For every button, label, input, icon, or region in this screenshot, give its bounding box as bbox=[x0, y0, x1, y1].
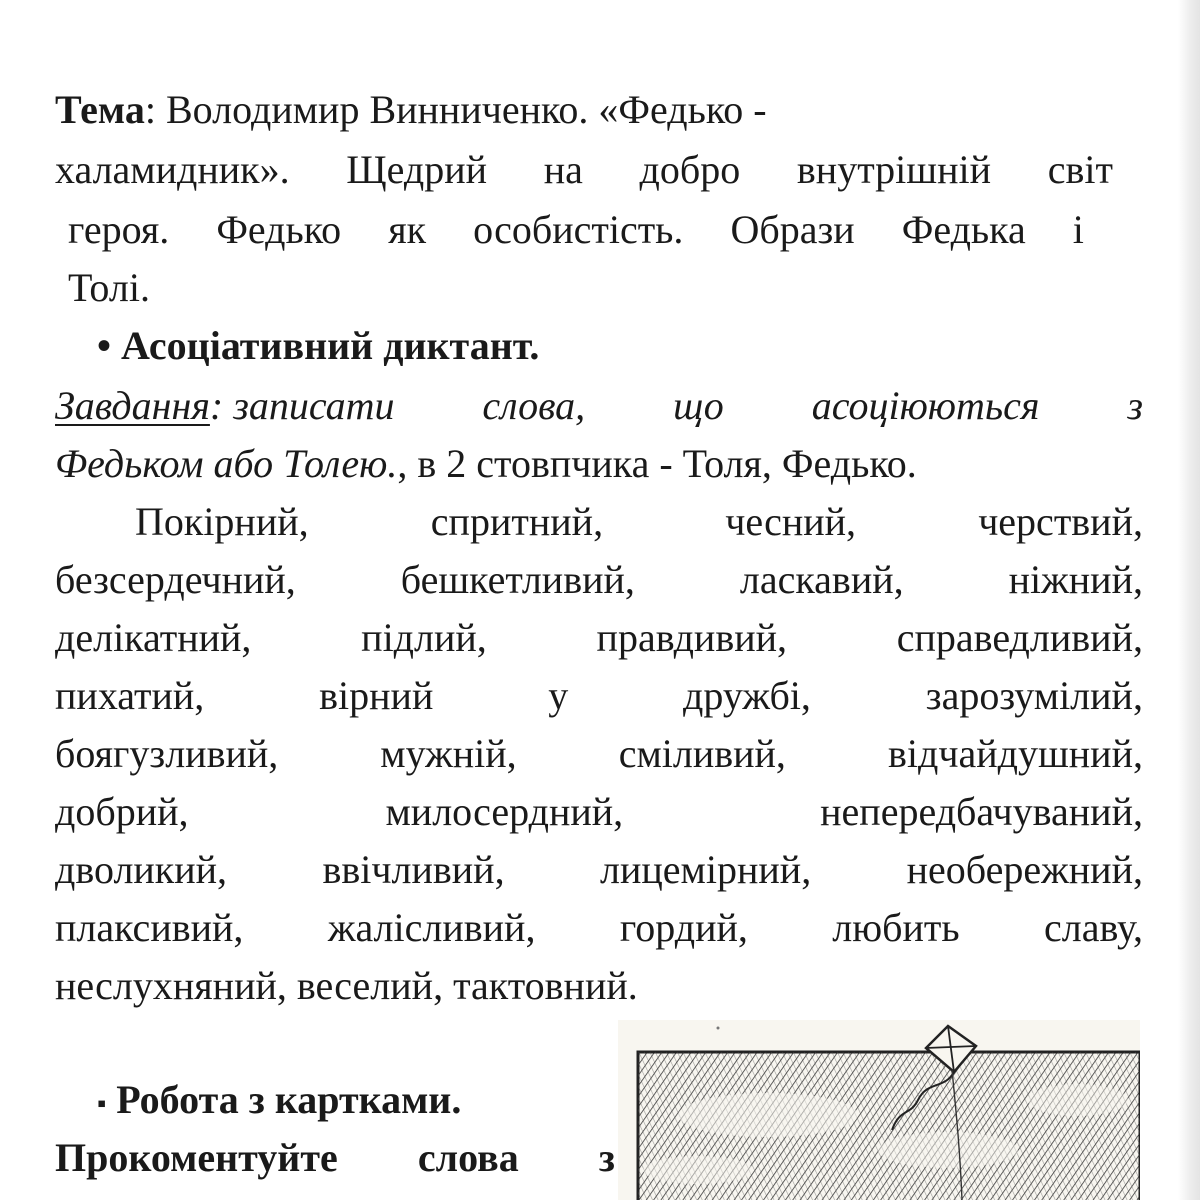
task-word: що bbox=[673, 383, 724, 428]
word: делікатний, bbox=[55, 615, 252, 660]
word: добрий, bbox=[55, 789, 189, 834]
words-line-5 bbox=[55, 730, 1143, 778]
topic-word: як bbox=[388, 207, 427, 252]
word: мужній, bbox=[380, 731, 517, 776]
word: відчайдушний, bbox=[887, 731, 1143, 776]
topic-line-2 bbox=[55, 146, 1113, 194]
word: сміливий, bbox=[618, 731, 786, 776]
word: Покірний, bbox=[135, 499, 309, 544]
words-line-7 bbox=[55, 846, 1143, 894]
words-line-3 bbox=[55, 614, 1143, 662]
task-word: асоціюються bbox=[811, 383, 1040, 428]
words-line-4 bbox=[55, 672, 1143, 720]
word: ласкавий, bbox=[739, 557, 904, 602]
topic-text-4: Толі. bbox=[68, 265, 150, 310]
words-line-8 bbox=[55, 904, 1143, 952]
word: правдивий, bbox=[596, 615, 788, 660]
kite-sketch-icon bbox=[618, 1020, 1140, 1200]
cards-instruction-line bbox=[55, 1134, 615, 1182]
words-line-9 bbox=[55, 962, 638, 1010]
word: у bbox=[548, 673, 569, 718]
topic-line-1 bbox=[55, 86, 767, 134]
word: зарозумілий, bbox=[925, 673, 1143, 718]
word: підлий, bbox=[361, 615, 487, 660]
task-label: Завдання bbox=[55, 383, 210, 428]
word: милосердний, bbox=[385, 789, 624, 834]
topic-line-4 bbox=[68, 264, 150, 312]
topic-label: Тема bbox=[55, 87, 145, 132]
task-word: : записати bbox=[209, 383, 395, 428]
word: необережний, bbox=[906, 847, 1143, 892]
word: Прокоментуйте bbox=[55, 1135, 338, 1180]
words-line-6 bbox=[55, 788, 1143, 836]
task-label-group bbox=[55, 382, 394, 430]
topic-word: особистість. bbox=[473, 207, 684, 252]
square-bullet-icon: ▪ bbox=[97, 1088, 107, 1118]
word: пихатий, bbox=[55, 673, 205, 718]
word: спритний, bbox=[430, 499, 604, 544]
task-line-1 bbox=[55, 382, 1143, 430]
kite-illustration bbox=[618, 1020, 1140, 1200]
word: ніжний, bbox=[1008, 557, 1143, 602]
task-italic-text: Федьком або Толею. bbox=[55, 441, 398, 486]
word: вірний bbox=[319, 673, 434, 718]
word: лицемірний, bbox=[600, 847, 812, 892]
topic-word: героя. bbox=[68, 207, 170, 252]
topic-word: світ bbox=[1047, 147, 1113, 192]
topic-text-1: : Володимир Винниченко. «Федько - bbox=[144, 87, 767, 132]
topic-word: Федько bbox=[216, 207, 342, 252]
words-line-2 bbox=[55, 556, 1143, 604]
cut-off-glyph bbox=[255, 1180, 265, 1200]
section-heading-cards bbox=[97, 1076, 461, 1128]
bullet-icon: • bbox=[97, 323, 112, 368]
word: боягузливий, bbox=[55, 731, 279, 776]
topic-word: і bbox=[1072, 207, 1084, 252]
topic-word: Федька bbox=[901, 207, 1026, 252]
section-heading-associative bbox=[97, 322, 539, 370]
word: непередбачуваний, bbox=[820, 789, 1143, 834]
word: ввічливий, bbox=[322, 847, 505, 892]
topic-word: внутрішній bbox=[796, 147, 992, 192]
word: славу, bbox=[1044, 905, 1143, 950]
word: слова bbox=[417, 1135, 519, 1180]
word: гордий, bbox=[619, 905, 748, 950]
word: безсердечний, bbox=[55, 557, 296, 602]
topic-word: Образи bbox=[730, 207, 855, 252]
page-edge-shadow bbox=[1178, 0, 1200, 1200]
word: справедливий, bbox=[896, 615, 1143, 660]
word: бешкетливий, bbox=[400, 557, 635, 602]
topic-word: Щедрий bbox=[346, 147, 488, 192]
words-line-1 bbox=[135, 498, 1143, 546]
word: любить bbox=[832, 905, 960, 950]
task-word: слова, bbox=[482, 383, 586, 428]
word: плаксивий, bbox=[55, 905, 244, 950]
word: дружбі, bbox=[683, 673, 811, 718]
task-rest-text: , в 2 стовпчика - Толя, Федько. bbox=[397, 441, 917, 486]
task-line-2 bbox=[55, 440, 917, 488]
topic-word: халамидник». bbox=[55, 147, 290, 192]
section-heading-text: Асоціативний диктант. bbox=[121, 323, 540, 368]
word: черствий, bbox=[978, 499, 1143, 544]
word: жалісливий, bbox=[327, 905, 536, 950]
topic-word: на bbox=[543, 147, 583, 192]
topic-line-3 bbox=[68, 206, 1084, 254]
word-line-text: неслухняний, веселий, тактовний. bbox=[55, 963, 638, 1008]
word: чесний, bbox=[725, 499, 857, 544]
word: дволикий, bbox=[55, 847, 228, 892]
section-heading-text: Робота з картками. bbox=[116, 1077, 462, 1122]
topic-word: добро bbox=[639, 147, 741, 192]
task-word: з bbox=[1127, 383, 1143, 428]
word: з bbox=[598, 1135, 615, 1180]
